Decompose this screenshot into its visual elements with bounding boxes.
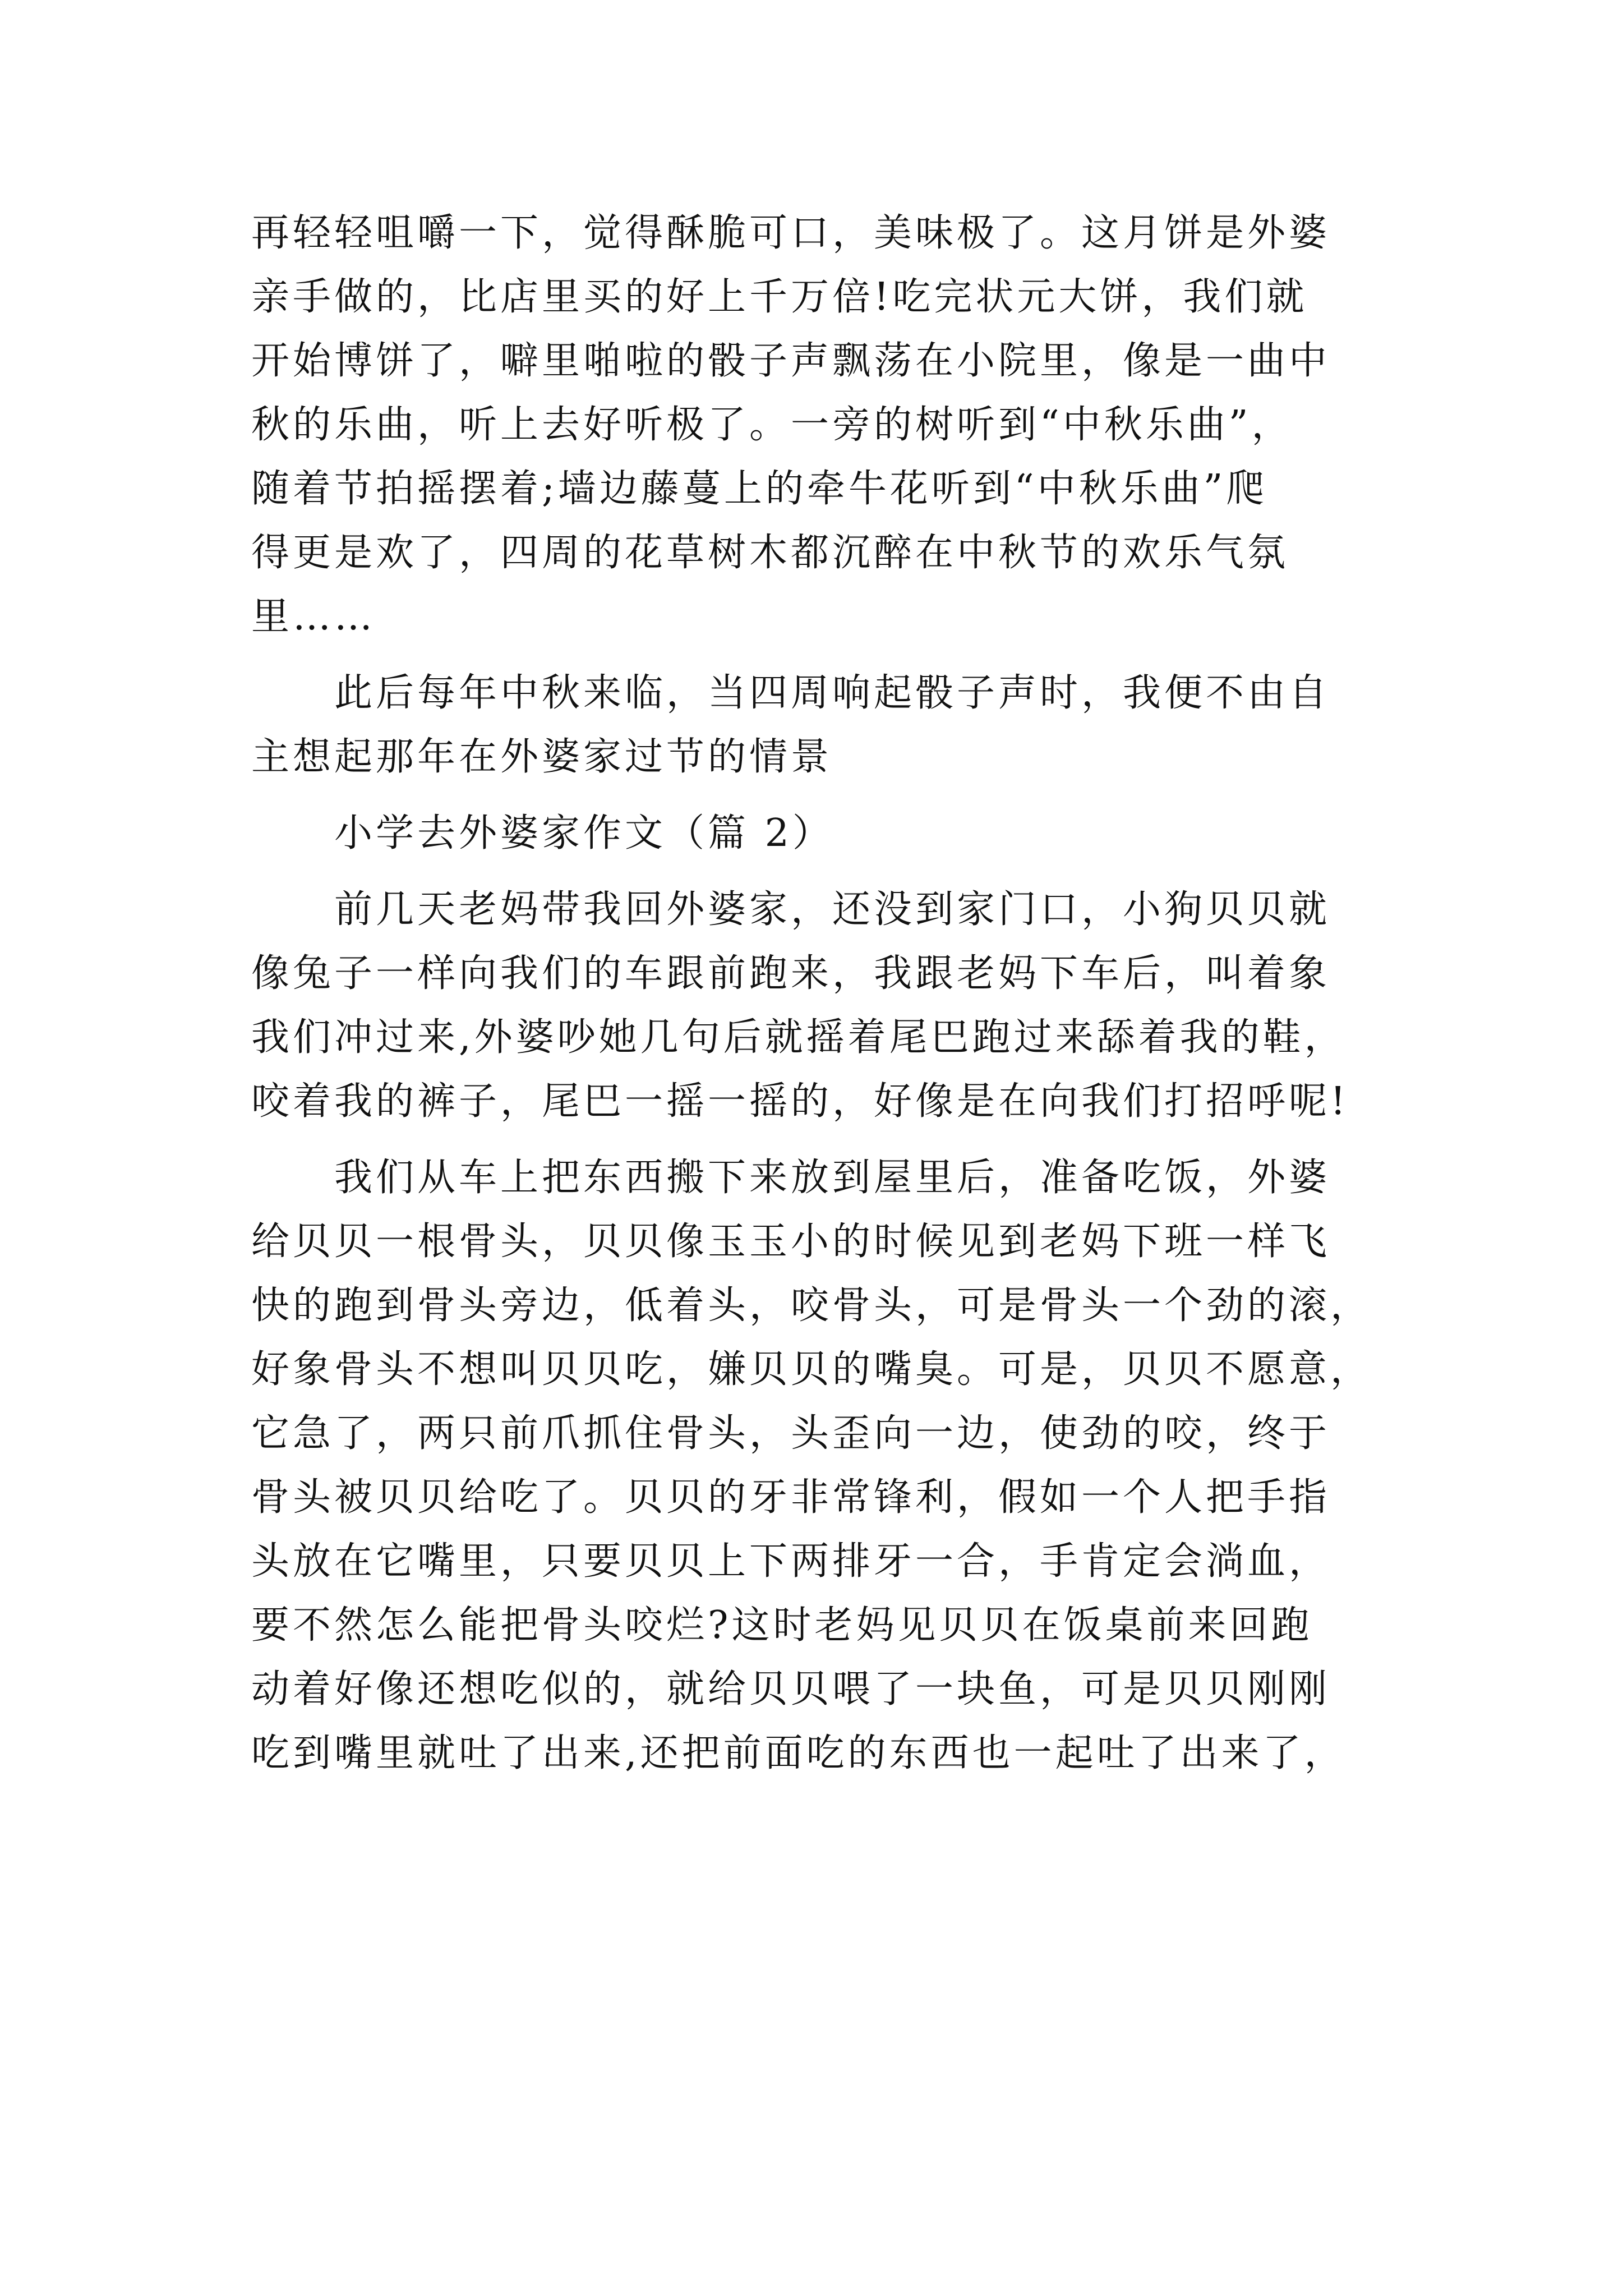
text-line: 主想起那年在外婆家过节的情景 — [251, 735, 833, 779]
paragraph-start-line: 我们从车上把东西搬下来放到屋里后，准备吃饭，外婆 — [334, 1156, 1331, 1200]
text-line: 开始博饼了，噼里啪啦的骰子声飘荡在小院里，像是一曲中 — [251, 339, 1331, 383]
text-line: 动着好像还想吃似的，就给贝贝喂了一块鱼，可是贝贝刚刚 — [251, 1667, 1331, 1711]
text-line: 亲手做的，比店里买的好上千万倍!吃完状元大饼，我们就 — [251, 275, 1308, 319]
paragraph-start-line: 前几天老妈带我回外婆家，还没到家门口，小狗贝贝就 — [334, 887, 1331, 932]
text-line: 得更是欢了，四周的花草树木都沉醉在中秋节的欢乐气氛 — [251, 531, 1289, 575]
text-line: 快的跑到骨头旁边，低着头，咬骨头，可是骨头一个劲的滚， — [251, 1283, 1372, 1328]
text-line: 要不然怎么能把骨头咬烂?这时老妈见贝贝在饭桌前来回跑 — [251, 1603, 1313, 1648]
text-line: 秋的乐曲，听上去好听极了。一旁的树听到“中秋乐曲”， — [251, 403, 1293, 447]
section-heading: 小学去外婆家作文（篇 2） — [334, 811, 834, 855]
text-line: 好象骨头不想叫贝贝吃，嫌贝贝的嘴臭。可是，贝贝不愿意， — [251, 1347, 1372, 1392]
paragraph-start-line: 此后每年中秋来临，当四周响起骰子声时，我便不由自 — [334, 671, 1331, 715]
text-line: 吃到嘴里就吐了出来,还把前面吃的东西也一起吐了出来了， — [251, 1731, 1346, 1775]
text-line: 头放在它嘴里，只要贝贝上下两排牙一合，手肯定会淌血， — [251, 1539, 1331, 1584]
text-line: 骨头被贝贝给吃了。贝贝的牙非常锋利，假如一个人把手指 — [251, 1475, 1331, 1520]
text-line: 再轻轻咀嚼一下，觉得酥脆可口，美味极了。这月饼是外婆 — [251, 211, 1331, 255]
text-line: 咬着我的裤子，尾巴一摇一摇的，好像是在向我们打招呼呢! — [251, 1079, 1349, 1124]
text-line: 我们冲过来,外婆吵她几句后就摇着尾巴跑过来舔着我的鞋， — [251, 1015, 1346, 1060]
text-line: 它急了，两只前爪抓住骨头，头歪向一边，使劲的咬，终于 — [251, 1411, 1331, 1456]
text-line: 给贝贝一根骨头，贝贝像玉玉小的时候见到老妈下班一样飞 — [251, 1220, 1331, 1264]
text-line: 随着节拍摇摆着;墙边藤蔓上的牵牛花听到“中秋乐曲”爬 — [251, 467, 1268, 511]
text-line: 里…… — [251, 595, 376, 639]
text-line: 像兔子一样向我们的车跟前跑来，我跟老妈下车后，叫着象 — [251, 951, 1331, 996]
